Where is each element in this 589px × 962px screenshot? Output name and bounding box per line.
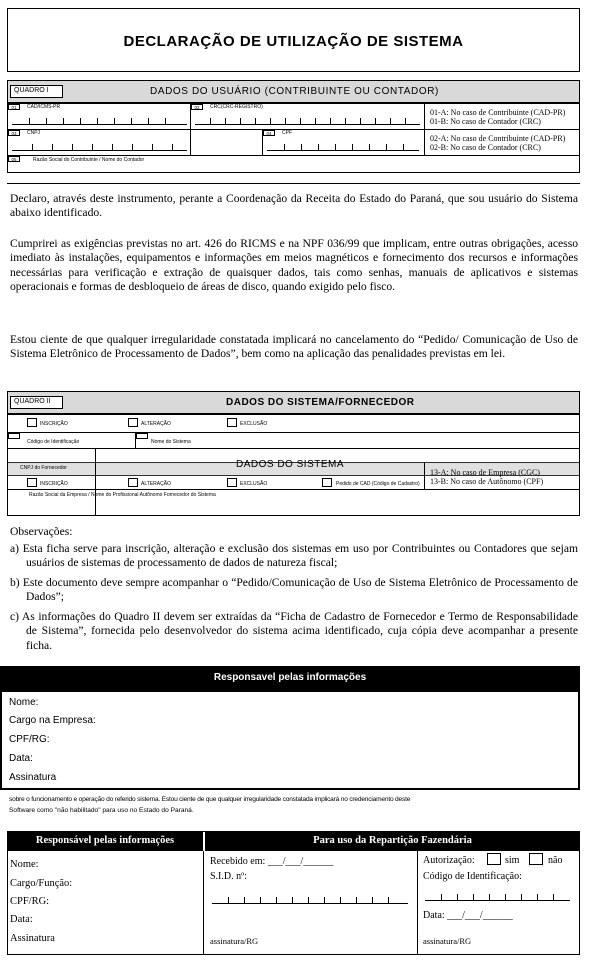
autorizacao-label: Autorização:: [423, 855, 475, 866]
observacoes-title: Observações:: [10, 525, 73, 538]
field-crc[interactable]: 02 CRC(CRC-REGISTRO): [190, 103, 424, 129]
declaration-paragraph-2: Cumprirei as exigências previstas no art. 426 do RICMS e na NPF 036/99 que implicam, entre outras obrigações, acesso imediato às instalações, equipamentos e informações em meios magnéticos e fornecimento dos recursos e informações necessárias para verificação e extração de quaisquer dados, tais como senhas, manuais de aplicativos e sistemas operacionais e formas de desbloqueio de áreas de disco, quando exigido pelo fisco.: [10, 237, 578, 293]
leftover-line-1: sobre o funcionamento e operação do referido sistema. Estou ciente de que qualquer irregularidade constatada implicará no credenciamento deste: [9, 796, 411, 803]
quadro1-heading: DADOS DO USUÁRIO (CONTRIBUINTE OU CONTADOR): [150, 86, 439, 97]
quadro1-notes-top: 01-A: No caso de Contribuinte (CAD-PR) 01-B: No caso de Contador (CRC): [430, 108, 566, 126]
option2-alteracao-label: ALTERAÇÃO: [141, 481, 171, 487]
quadro2-heading: DADOS DO SISTEMA/FORNECEDOR: [226, 397, 415, 408]
autorizacao-nao-checkbox[interactable]: [529, 853, 543, 865]
option2-cad-label: Pedido de CAD (Código de Cadastro): [336, 481, 420, 487]
bottom-cpf[interactable]: CPF/RG:: [10, 896, 50, 907]
field-razao-fornecedor[interactable]: Razão Social da Empresa / Nome do Profissional Autônomo Fornecedor do Sistema: [29, 492, 216, 498]
observacao-b: b) Este documento deve sempre acompanhar o “Pedido/Comunicação de Uso de Sistema Eletrônico de Processamento de Dados”;: [10, 576, 578, 604]
overlay-heading: DADOS DO SISTEMA: [236, 459, 345, 470]
responsavel-heading: Responsavel pelas informações: [213, 672, 367, 683]
option-exclusao-checkbox[interactable]: [227, 418, 237, 427]
responsavel-nome[interactable]: Nome:: [9, 697, 39, 708]
responsavel-cargo[interactable]: Cargo na Empresa:: [9, 715, 96, 726]
recebido-em[interactable]: Recebido em: ___/___/______: [210, 856, 334, 867]
option2-exclusao-label: EXCLUSÃO: [240, 481, 268, 487]
option-alteracao-checkbox[interactable]: [128, 418, 138, 427]
data-field[interactable]: Data: ___/___/______: [423, 910, 513, 921]
observacao-a: a) Esta ficha serve para inscrição, alteração e exclusão dos sistemas em uso por Contribuintes ou Contadores que sejam usuários de sistemas de processamento de dados de natureza fiscal;: [10, 542, 578, 570]
field-cad[interactable]: 01 CAD/ICMS-PR: [7, 103, 190, 129]
sid-number-field[interactable]: [212, 896, 408, 904]
codigo-identificacao-label: Código de Identificação:: [423, 871, 522, 882]
option2-exclusao-checkbox[interactable]: [227, 478, 237, 487]
quadro2-tag-label: QUADRO II: [14, 398, 51, 405]
declaration-paragraph-1: Declaro, através deste instrumento, perante a Coordenação da Receita do Estado do Paraná, que sou usuário do Sistema abaixo identificado.: [10, 192, 578, 220]
assinatura-rg-right: assinatura/RG: [423, 936, 472, 946]
option2-cad-checkbox[interactable]: [322, 478, 332, 487]
sid-label: S.I.D. nº:: [210, 871, 247, 882]
field-nome-contribuinte[interactable]: 05 Razão Social do Contribuinte / Nome do Contador: [7, 155, 580, 173]
responsavel-cpf[interactable]: CPF/RG:: [9, 734, 50, 745]
responsavel-box: [0, 690, 580, 790]
bottom-cargo[interactable]: Cargo/Função:: [10, 878, 73, 889]
overlay-field-cnpj-fornecedor: CNPJ do Fornecedor: [20, 465, 67, 471]
bottom-right-heading: Para uso da Repartição Fazendária: [313, 835, 472, 846]
declaration-paragraph-3: Estou ciente de que qualquer irregularidade constatada implicará no cancelamento do “Pedido/ Comunicação de Uso de Sistema Eletrônico de Processamento de Dados”, bem como na aplicação das penalidades previstas em lei.: [10, 333, 578, 361]
option2-inscricao-label: INSCRIÇÃO: [40, 481, 68, 487]
option-inscricao-label: INSCRIÇÃO: [40, 421, 68, 427]
autorizacao-sim-label: sim: [505, 855, 520, 866]
quadro1-notes-bottom: 02-A: No caso de Contribuinte (CAD-PR) 02-B: No caso de Contador (CRC): [430, 134, 566, 152]
bottom-data[interactable]: Data:: [10, 914, 33, 925]
option-exclusao-label: EXCLUSÃO: [240, 421, 268, 427]
field-codigo-identificacao[interactable]: Código de Identificação: [7, 432, 135, 448]
bottom-left-heading: Responsável pelas informações: [35, 835, 175, 846]
autorizacao-nao-label: não: [548, 855, 563, 866]
option2-alteracao-checkbox[interactable]: [128, 478, 138, 487]
bottom-assinatura[interactable]: Assinatura: [10, 933, 55, 944]
responsavel-assinatura[interactable]: Assinatura: [9, 772, 57, 783]
autorizacao-sim-checkbox[interactable]: [487, 853, 501, 865]
quadro1-tag-label: QUADRO I: [14, 87, 49, 94]
field-nome-sistema[interactable]: Nome do Sistema: [135, 432, 580, 448]
leftover-line-2: Software como "não habilitado" para uso no Estado do Paraná.: [9, 807, 194, 814]
assinatura-rg-left: assinatura/RG: [210, 936, 259, 946]
codigo-identificacao-field[interactable]: [425, 893, 570, 901]
option2-inscricao-checkbox[interactable]: [27, 478, 37, 487]
option-inscricao-checkbox[interactable]: [27, 418, 37, 427]
document-title: DECLARAÇÃO DE UTILIZAÇÃO DE SISTEMA: [123, 33, 464, 50]
field-cpf[interactable]: 04 CPF: [262, 129, 424, 155]
option-alteracao-label: ALTERAÇÃO: [141, 421, 171, 427]
responsavel-data[interactable]: Data:: [9, 753, 33, 764]
observacao-c: c) As informações do Quadro II devem ser extraídas da “Ficha de Cadastro de Fornecedor e Termo de Responsabilidade de Sistema”, fornecida pelo desenvolvedor do sistema acima identificado, cuja cópia deve acompanhar a presente ficha.: [10, 610, 578, 652]
bottom-nome[interactable]: Nome:: [10, 859, 39, 870]
quadro2-notes: 13-A: No caso de Empresa (CGC) 13-B: No caso de Autônomo (CPF): [430, 468, 544, 486]
field-cnpj[interactable]: 03 CNPJ: [7, 129, 190, 155]
